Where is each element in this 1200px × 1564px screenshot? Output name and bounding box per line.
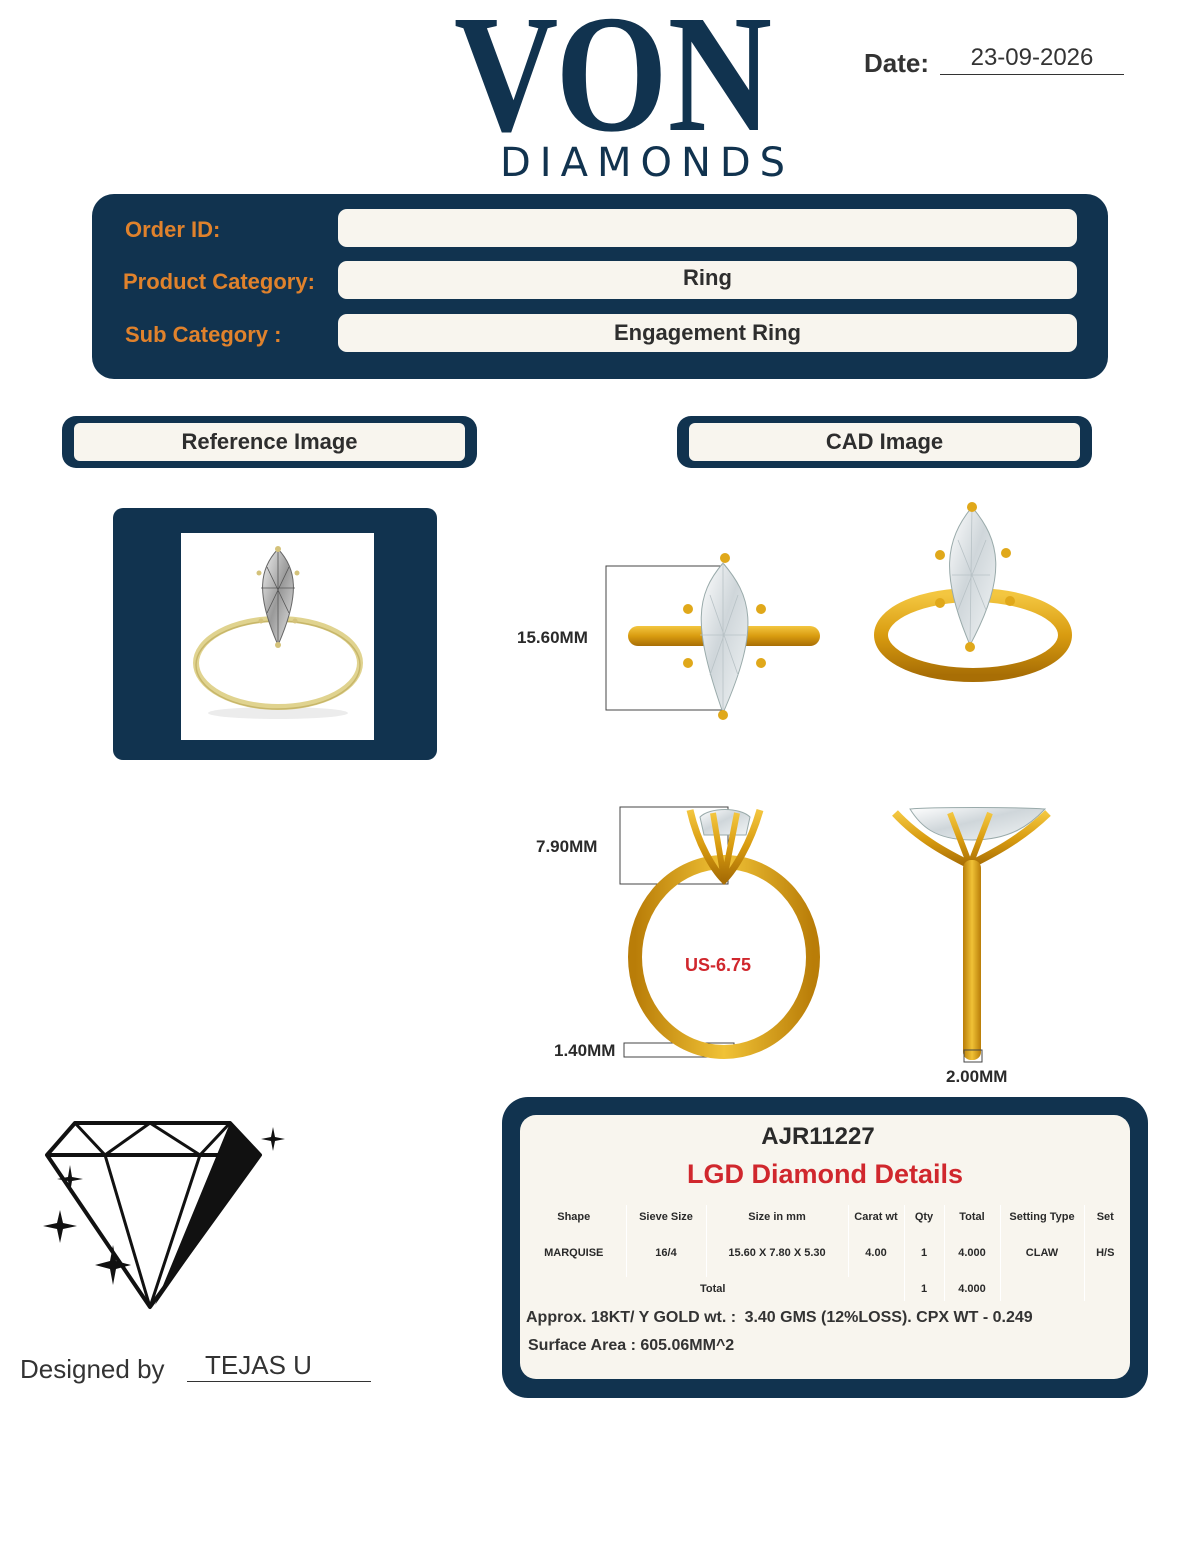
- cad-front-view: [620, 807, 813, 1057]
- reference-image-title: Reference Image: [74, 423, 465, 461]
- total-carat: 4.000: [944, 1277, 1000, 1301]
- details-title: LGD Diamond Details: [686, 1159, 964, 1189]
- column-header: Size in mm: [706, 1205, 848, 1229]
- diamond-sketch-icon: [35, 1115, 295, 1315]
- cell-set: H/S: [1096, 1247, 1115, 1259]
- cad-side-view: [895, 808, 1048, 1063]
- order-id-label: Order ID:: [125, 217, 221, 242]
- cell-qty: 1: [904, 1229, 944, 1277]
- column-header: Set: [1096, 1211, 1114, 1223]
- empty-cell: [1000, 1277, 1084, 1301]
- table-total-row: [522, 1277, 1126, 1301]
- total-label: Total: [522, 1277, 904, 1301]
- column-header: Sieve Size: [626, 1205, 706, 1229]
- designer-name: TEJAS U: [187, 1350, 371, 1382]
- column-header: Qty: [904, 1205, 944, 1229]
- total-qty: 1: [904, 1277, 944, 1301]
- order-info-panel: [92, 194, 1108, 379]
- head-height-dimension: 7.90MM: [536, 837, 598, 856]
- gold-weight-note: [526, 1309, 1033, 1327]
- reference-image-frame: [113, 508, 437, 760]
- surface-area-note: Surface Area : 605.06MM^2: [528, 1337, 735, 1354]
- empty-cell: [1084, 1277, 1126, 1301]
- table-row: [522, 1229, 1126, 1277]
- column-header: Setting Type: [1000, 1205, 1084, 1229]
- brand-logo: [448, 0, 778, 142]
- cell-setting: CLAW: [1000, 1229, 1084, 1277]
- diamond-details-table: [522, 1205, 1126, 1301]
- sub-category-field: Engagement Ring: [338, 314, 1077, 352]
- order-id-field: [338, 209, 1077, 247]
- brand-name: VON: [454, 0, 772, 142]
- date-label: Date:: [864, 48, 930, 78]
- sub-category-label: Sub Category :: [125, 322, 282, 347]
- cell-sieve: 16/4: [626, 1229, 706, 1277]
- table-header-row: [522, 1205, 1126, 1229]
- cell-total: 4.000: [944, 1229, 1000, 1277]
- cell-size: 15.60 X 7.80 X 5.30: [706, 1229, 848, 1277]
- brand-subtitle: DIAMONDS: [500, 140, 795, 186]
- band-thickness-dimension: 1.40MM: [554, 1041, 616, 1060]
- top-height-dimension: 15.60MM: [517, 628, 588, 647]
- designed-by-label: Designed by: [20, 1354, 165, 1384]
- gold-weight-label: Approx. 18KT/ Y GOLD wt. :: [526, 1309, 737, 1326]
- gold-weight-value: 3.40 GMS (12%LOSS). CPX WT - 0.249: [744, 1309, 1033, 1326]
- column-header: Carat wt: [848, 1205, 904, 1229]
- cad-image-title: CAD Image: [689, 423, 1080, 461]
- date-value: 23-09-2026: [940, 44, 1124, 75]
- cell-carat: 4.00: [848, 1229, 904, 1277]
- reference-ring-photo: [181, 533, 374, 740]
- diamond-details-card: [520, 1115, 1130, 1379]
- reference-image-header: [62, 416, 477, 468]
- ring-size-label: US-6.75: [685, 955, 752, 975]
- product-category-label: Product Category:: [123, 269, 315, 294]
- design-code: AJR11227: [761, 1123, 875, 1150]
- column-header: Shape: [522, 1205, 626, 1229]
- product-category-field: Ring: [338, 261, 1077, 299]
- cad-perspective-view: [881, 502, 1065, 675]
- cad-drawings: [500, 495, 1160, 1095]
- cad-top-view: [606, 553, 820, 720]
- cell-shape: MARQUISE: [522, 1229, 626, 1277]
- diamond-details-panel: [502, 1097, 1148, 1398]
- cad-image-header: [677, 416, 1092, 468]
- band-width-dimension: 2.00MM: [946, 1067, 1008, 1086]
- column-header: Total: [944, 1205, 1000, 1229]
